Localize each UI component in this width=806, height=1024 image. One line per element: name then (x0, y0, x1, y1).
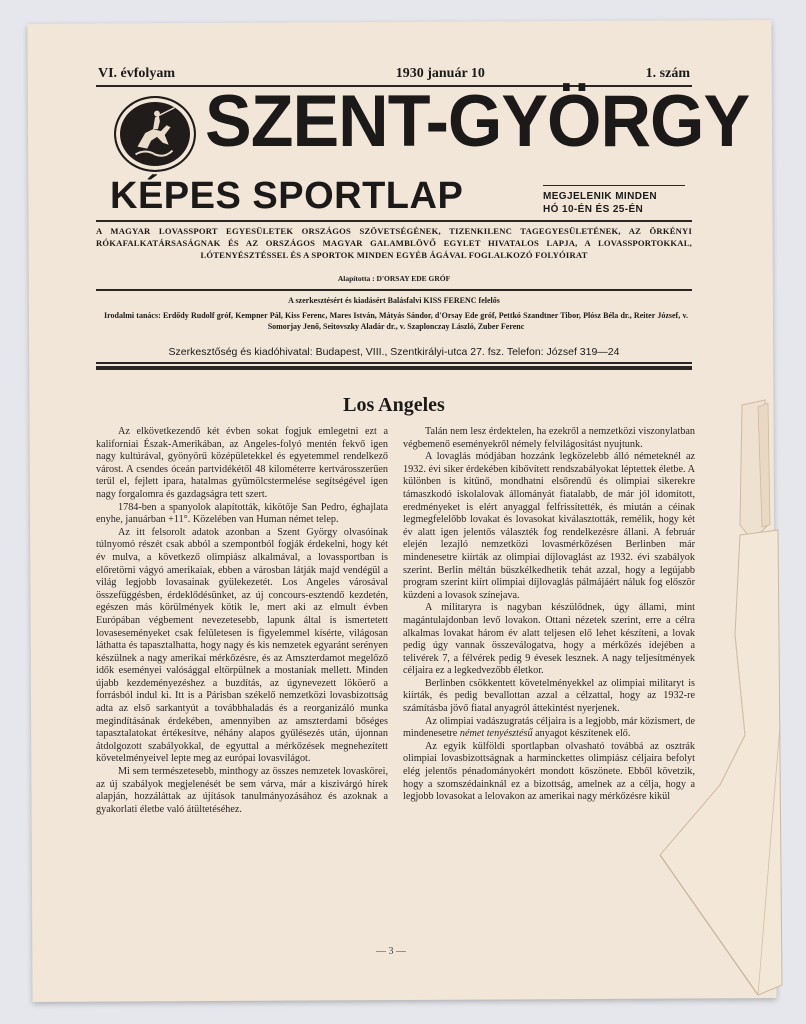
paragraph: Az elkövetkezendő két évben sokat fogjuk emlegetni ezt a kaliforniai Észak-Amerikában, az Angeles-folyó mentén fekvő igen nagy kultúrával, gyönyörű középületekkel és egyetemmel rendelkező várost. A csendes óceán partvidékétől 48 kilométerre kertvárosszerűen terül el, fejlett ipara, hatalmas gyümölcstermelése segítségével igen nagy forgalomra és gazdagságra tett szert. (96, 426, 388, 500)
masthead-subtitle: KÉPES SPORTLAP (110, 175, 464, 217)
paragraph: A lovaglás módjában hozzánk legközelebb álló németeknél az 1932. évi siker érdekében kibővített rendszabályokat léptettek életbe. A különben is kitűnő, mondhatni elsőrendű és olimpiai sikerekre támaszkodó iskolalovak állományát fiatalabb, de már jól idomított, eredményeket is elért anyaggal felfrissítették, és miután a céinak legmegfelelőbb lovakat és lovasokat kiválasztották, remélik, hogy két év alatt igen jelentős választék fog rendelkezésre állani. A február elején lezajló nemzetközi lovasmérkőzésen Berlinben már mindenesetre kiírták az olimpiai díjlovaglást az 1932. évi szabályok szerint. Berlin méltán büszkélkedhetik tehát azzal, hogy a legújabb program szerint kiírt olimpiai díjlovaglás pálmájáért náluk fog először küzdeni a lovasok színejava. (403, 451, 695, 601)
paragraph: Az egyik külföldi sportlapban olvasható továbbá az osztrák olimpiai lovasbizottságnak a harminckettes olimpiász céljaira befolyt elég jelentős pénadományokért mondott köszönete. Ebből követzik, hogy a szomszédainknál ez a bizottság, amelnek az a célja, hogy a legjobb lovasokat a lelovakon az amerikai nagy mérkőzésre kikül (403, 740, 695, 803)
literary-council: Irodalmi tanács: Erdődy Rudolf gróf, Kempner Pál, Kiss Ferenc, Mares István, Mátyás Sándor, d'Orsay Ede gróf, Pettkó Szandtner Tibor, Plósz Béla dr., Reiter József, v. Somorjay Jenő, Seitovszky Aladár dr., v. Szaplonczay László, Zuber Ferenc (104, 311, 688, 331)
frequency-rule (543, 185, 685, 186)
article-column-left (96, 426, 388, 816)
masthead-rule-founder (96, 289, 692, 291)
founder-line: Alapította : D'ORSAY EDE GRÓF (337, 274, 451, 283)
paragraph: Az itt felsorolt adatok azonban a Szent György olvasóinak túlnyomó részét csak abból a szempontból fogják érdekelni, hogy két év mulva, a következő olimpiász alkalmával, a lovassportban is előretörni vágyó amerikaiak, ebben a városban látják majd vendégül a világ legjobb lovasainak gyülekezetét. Los Angeles városával összefüggésben, érdeklődésünket, az új concours-esztendő kezdetén, egészen más körülmények kötik le, mert aki az elmult évben Európában végbement nevezetesebb, lapunk által is ismertetett lovaseseményeket csak felületesen is figyelemmel kísérte, világosan láthatta és tapasztalhatta, hogy nagy és kis nemzetek egyaránt serényen készülnek a nagy amerikai mérkőzésre, és az Amszterdamot megelőző idők eseményei valósággal eltörpülnek a mostaniak mellett. Minden újabb kezdeményezéshez a buzdítás, az úgynevezett lököerő a forrásból indul ki. Itt is a Párisban székelő nemzetközi lovasbizottság adta az első sarkantyút a továbbhaladás és a reorganizáló munka megindításának érdekében, amennyiben az amszterdami bőséges tapasztalatokat értékesítve, néhány alapos gyűlésezés után, újonnan átdolgozott szabályokkal, de egyuttal a mérkőzések megnehezített követelményeivel lepte meg az európai lovasvilágot. (96, 526, 388, 765)
volume-label: VI. évfolyam (98, 66, 175, 81)
publication-frequency (543, 190, 657, 216)
masthead-rule-bottom-thick (96, 366, 692, 370)
paragraph: A militaryra is nagyban készülődnek, úgy állami, mint magántulajdonban levő lovakon. Ottani nézetek szerint, erre a célra alkalmas lovakat három év alatt teljesen elő lehet készíteni, a lovak pedig úgy vannak összeválogatva, hogy a mérkőzés idejében a telivérek 7, a félvérek pedig 9 évesek lesznek. A nagy teljesítmények céljaira ez a legkedvezőbb életkor. (403, 602, 695, 677)
paragraph: Mi sem természetesebb, minthogy az összes nemzetek lovaskörei, az új szabályok megjelenését be sem várva, már a kiszivárgó hírek alapján, hozzáláttak az újítások tanulmányozásához és azoknak a gyakorlati életbe való átültetéséhez. (96, 766, 388, 815)
emphasis-text: német tenyésztésű (459, 728, 533, 740)
masthead-rule-bottom-thin (96, 362, 692, 364)
frequency-line-2: HÓ 10-ÉN ÉS 25-ÉN (543, 204, 644, 215)
page-number: — 3 — (376, 946, 406, 957)
paragraph: Berlinben csökkentett követelményekkel az olimpiai militaryt is kiírták, és pedig bevallottan azzal a célzattal, hogy az 1932-re számításba jövő fiatal anyagról áttekintést nyerjenek. (403, 677, 695, 715)
article-headline: Los Angeles (343, 394, 445, 416)
office-address: Szerkesztőség és kiadóhivatal: Budapest, VIII., Szentkirályi-utca 27. fsz. Telefon: József 319—24 (168, 346, 620, 358)
paragraph-text: Az olimpiai vadászugratás céljaira is a legjobb, már közismert, de mindenesetre (403, 715, 695, 740)
issue-date: 1930 január 10 (395, 66, 485, 81)
frequency-line-1: MEGJELENIK MINDEN (543, 191, 658, 202)
masthead-rule-middle (96, 220, 692, 222)
masthead-title: SZENT-GYÖRGY (205, 80, 750, 162)
saint-george-seal-icon (114, 96, 196, 172)
official-description: A MAGYAR LOVASSPORT EGYESÜLETEK ORSZÁGOS SZÖVETSÉGÉNEK, TIZENKILENC TAGEGYESÜLETÉNEK, AZ ÖRKÉNYI RÓKAFALKATÁRSASÁGNAK ÉS AZ ORSZÁGOS MAGYAR GALAMBLÖVŐ EGYLET HIVATALOS LAPJA, A LOVASSPORTOKKAL, LÓTENYÉSZTÉSSEL ÉS A SPORTOK MINDEN EGYÉB ÁGÁVAL FOGLALKOZÓ FOLYÓIRAT (96, 226, 692, 260)
paragraph: Talán nem lesz érdektelen, ha ezekről a nemzetközi viszonylatban végbemenő eseményekről némely felvilágosítást nyujtunk. (403, 426, 695, 450)
issue-number: 1. szám (645, 66, 690, 81)
saint-george-dragon-icon (116, 98, 194, 170)
paragraph-text: anyagot készítenek elő. (535, 728, 631, 740)
editor-line: A szerkesztésért és kiadásért Balásfalvi KISS FERENC felelős (288, 296, 500, 305)
paragraph: 1784-ben a spanyolok alapították, kikötője San Pedro, éghajlata enyhe, januárban +11°. Közelében van Human német telep. (96, 501, 388, 526)
folded-page-edge (640, 395, 790, 1005)
